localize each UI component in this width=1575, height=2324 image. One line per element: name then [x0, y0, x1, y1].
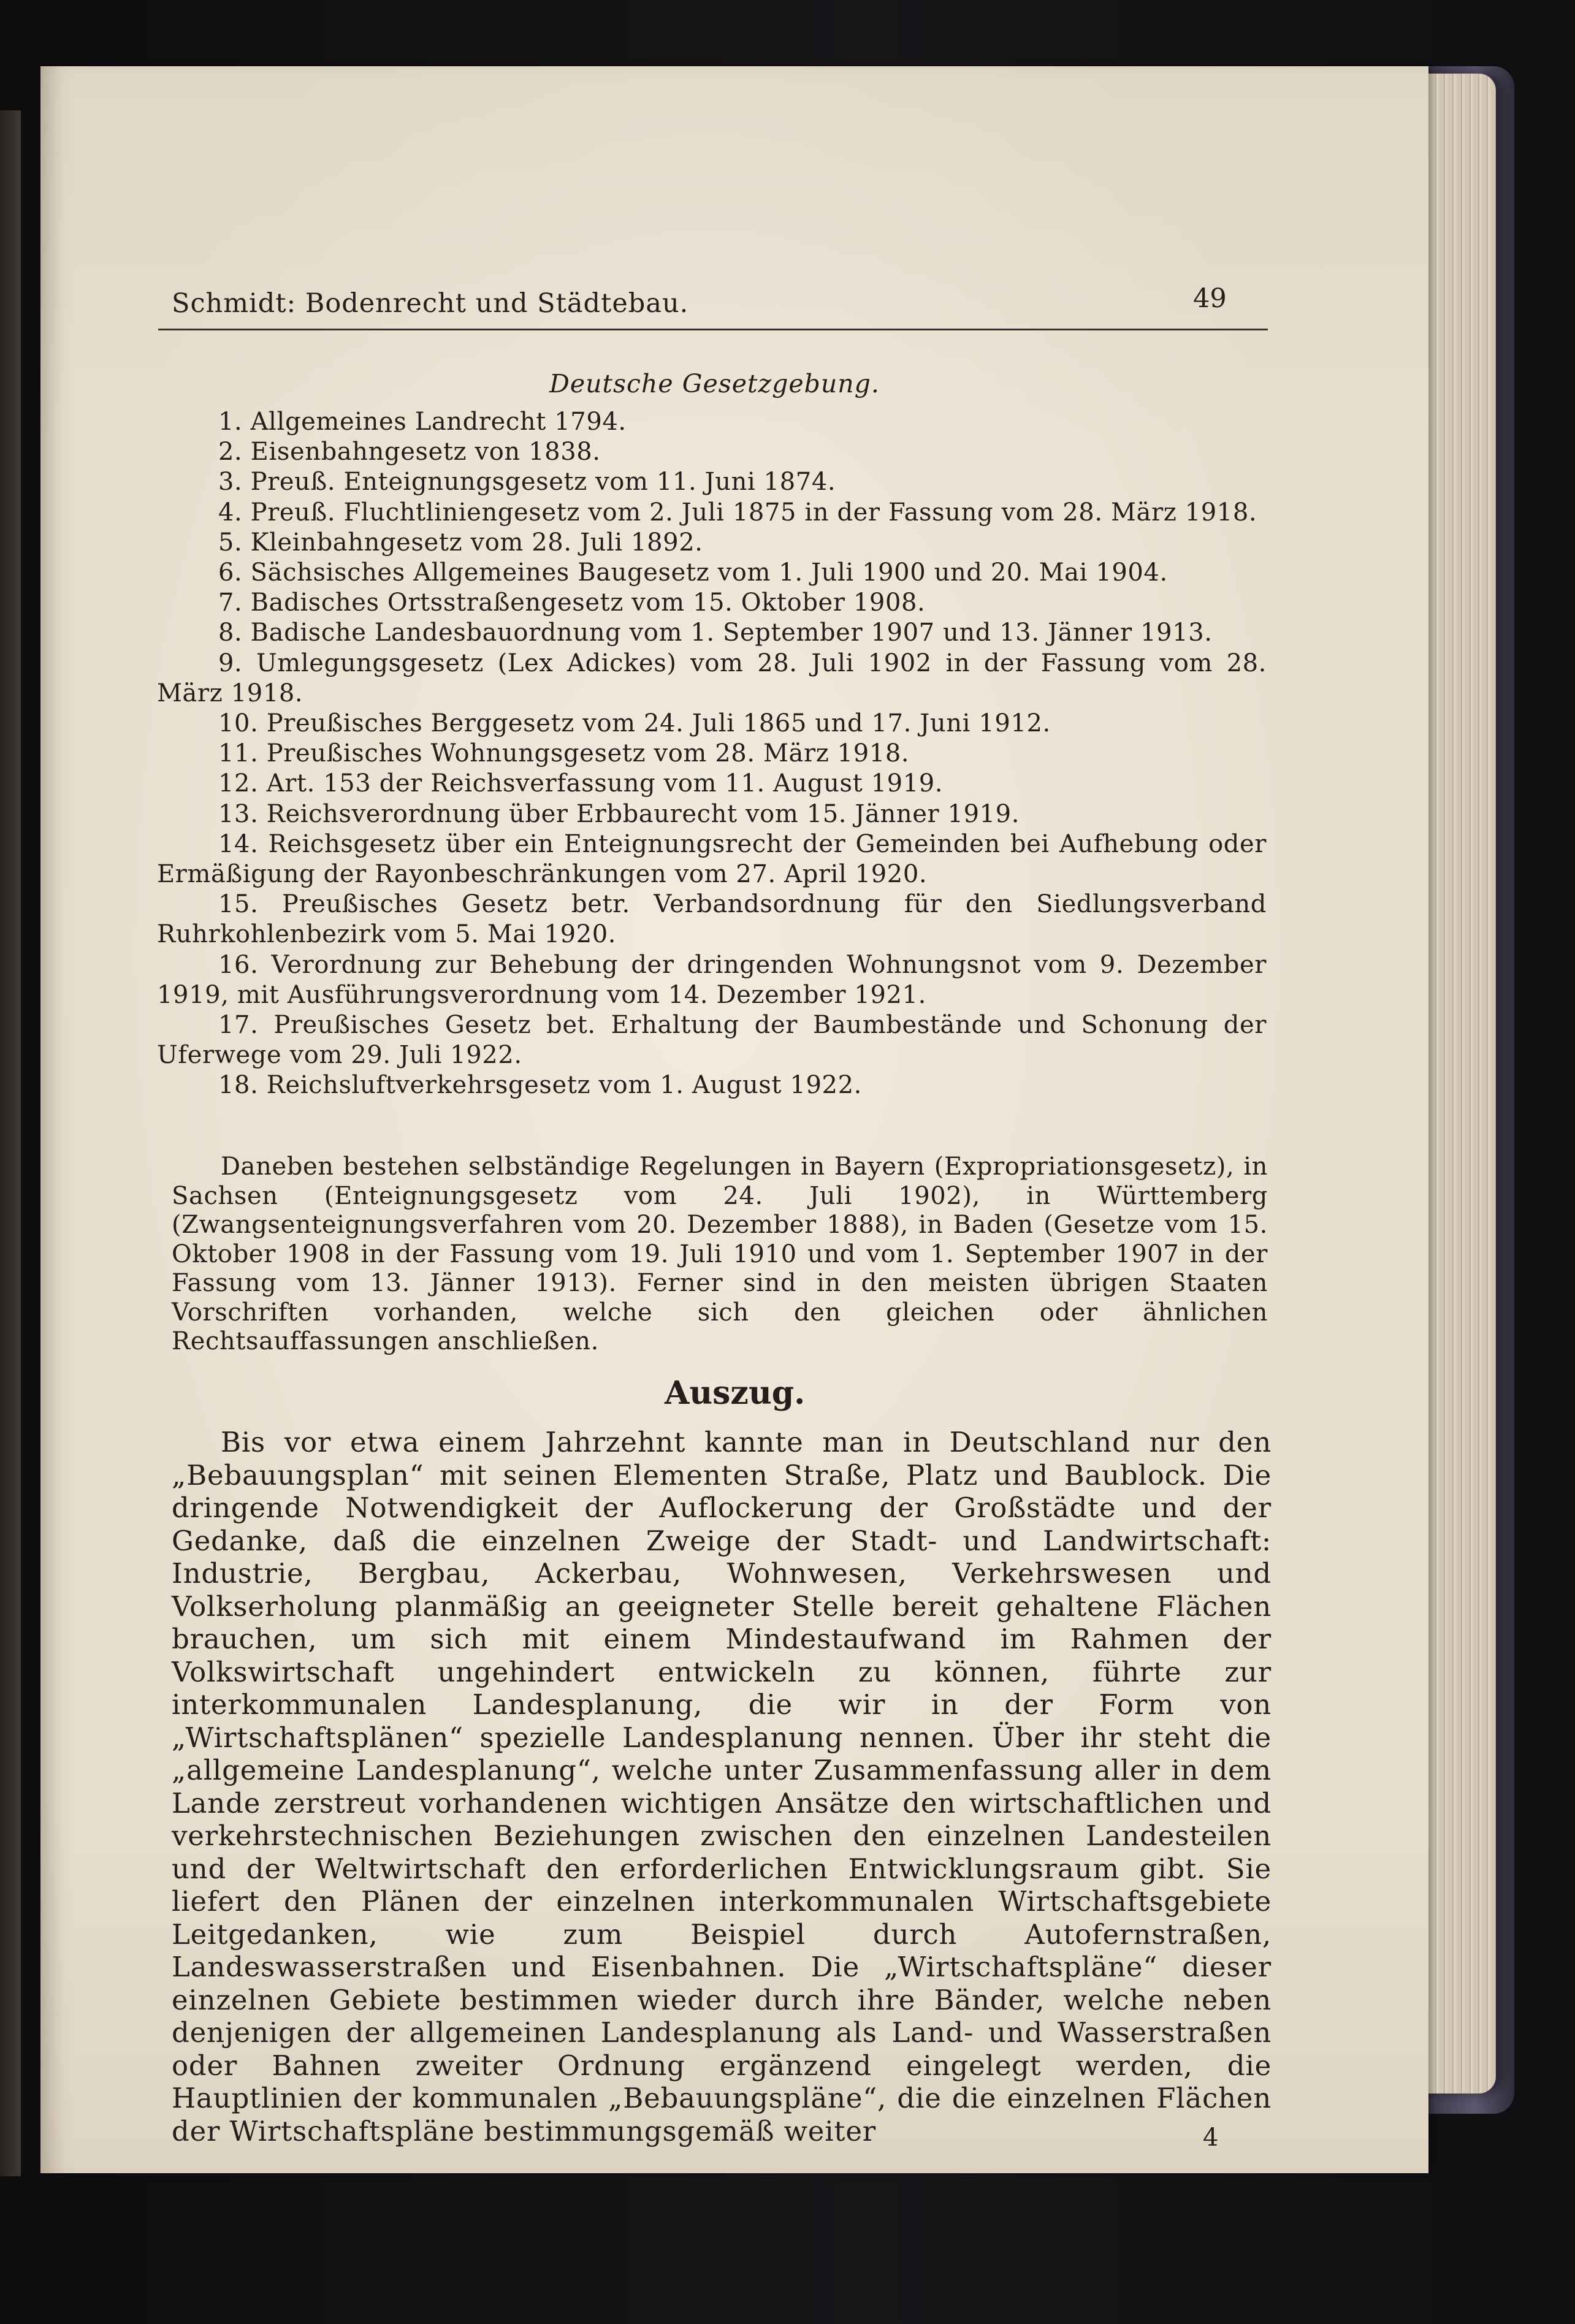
- legislation-item: 12. Art. 153 der Reichsverfassung vom 11. August 1919.: [218, 769, 944, 798]
- legislation-item: 11. Preußisches Wohnungsgesetz vom 28. März 1918.: [218, 739, 910, 768]
- legislation-item: 5. Kleinbahngesetz vom 28. Juli 1892.: [218, 528, 703, 557]
- signature-mark: 4: [1203, 2124, 1219, 2152]
- legislation-item: 2. Eisenbahngesetz von 1838.: [218, 438, 601, 467]
- legislation-item: 6. Sächsisches Allgemeines Baugesetz vom 1. Juli 1900 und 20. Mai 1904.: [218, 558, 1168, 587]
- legislation-item: 17. Preußisches Gesetz bet. Erhaltung der Baumbestände und Schonung der Uferwege vom 29. Juli 1922.: [157, 1011, 1267, 1070]
- page-number: 49: [1193, 283, 1227, 314]
- legislation-item: 16. Verordnung zur Behebung der dringenden Wohnungsnot vom 9. Dezember 1919, mit Ausführungsverordnung vom 14. Dezember 1921.: [157, 950, 1267, 1009]
- legislation-item: 3. Preuß. Enteignungsgesetz vom 11. Juni 1874.: [218, 468, 836, 497]
- legislation-item: 8. Badische Landesbauordnung vom 1. September 1907 und 13. Jänner 1913.: [218, 619, 1213, 647]
- legislation-item: 14. Reichsgesetz über ein Enteignungsrecht der Gemeinden bei Aufhebung oder Ermäßigung der Rayonbeschränkungen vom 27. April 1920.: [157, 829, 1267, 889]
- left-page-edge: [0, 110, 21, 2176]
- legislation-item: 9. Umlegungsgesetz (Lex Adickes) vom 28. Juli 1902 in der Fassung vom 28. März 1918.: [157, 649, 1267, 707]
- book-page: [40, 66, 1428, 2173]
- legislation-list: [157, 407, 1267, 1101]
- legislation-item: 15. Preußisches Gesetz betr. Verbandsordnung für den Siedlungsverband Ruhrkohlenbezirk vom 5. Mai 1920.: [157, 890, 1267, 949]
- legislation-item: 7. Badisches Ortsstraßengesetz vom 15. Oktober 1908.: [218, 589, 926, 617]
- summary-paragraph: Bis vor etwa einem Jahrzehnt kannte man in Deutschland nur den „Bebauungsplan“ mit seinen Elementen Straße, Platz und Baublock. Die dringende Notwendigkeit der Auflockerung der Großstädte und der Gedanke, daß die einzelnen Zweige der Stadt- und Landwirtschaft: Industrie, Bergbau, Ackerbau, Wohnwesen, Verkehrswesen und Volkserholung planmäßig an geeigneter Stelle bereit gehaltene Flächen brauchen, um sich mit einem Mindestaufwand im Rahmen der Volkswirtschaft ungehindert entwickeln zu können, führte zur interkommunalen Landesplanung, die wir in der Form von „Wirtschaftsplänen“ spezielle Landesplanung nennen. Über ihr steht die „allgemeine Landesplanung“, welche unter Zusammenfassung aller in dem Lande zerstreut vorhandenen wichtigen Ansätze den wirtschaftlichen und verkehrstechnischen Beziehungen zwischen den einzelnen Landesteilen und der Weltwirtschaft den erforderlichen Entwicklungsraum gibt. Sie liefert den Plänen der einzelnen interkommunalen Wirtschaftsgebiete Leitgedanken, wie zum Beispiel durch Autofernstraßen, Landeswasserstraßen und Eisenbahnen. Die „Wirtschaftspläne“ dieser einzelnen Gebiete bestimmen wieder durch ihre Bänder, welche neben denjenigen der allgemeinen Landesplanung als Land- und Wasserstraßen oder Bahnen zweiter Ordnung ergänzend eingelegt werden, die Hauptlinien der kommunalen „Bebauungspläne“, die die einzelnen Flächen der Wirtschaftspläne bestimmungsgemäß weiter: [172, 1426, 1272, 2147]
- header-rule: [158, 329, 1268, 330]
- legislation-item: 13. Reichsverordnung über Erbbaurecht vom 15. Jänner 1919.: [218, 799, 1020, 828]
- legislation-item: 4. Preuß. Fluchtliniengesetz vom 2. Juli 1875 in der Fassung vom 28. März 1918.: [218, 498, 1257, 527]
- legislation-item: 10. Preußisches Berggesetz vom 24. Juli 1865 und 17. Juni 1912.: [218, 709, 1051, 738]
- legislation-item: 18. Reichsluftverkehrsgesetz vom 1. August 1922.: [218, 1071, 862, 1100]
- legislation-item: 1. Allgemeines Landrecht 1794.: [218, 408, 627, 436]
- section-heading-summary: Auszug.: [665, 1374, 806, 1412]
- supplementary-paragraph: Daneben bestehen selbständige Regelungen in Bayern (Expropriationsgesetz), in Sachsen (Enteignungsgesetz vom 24. Juli 1902), in Württemberg (Zwangsenteignungsverfahren vom 20. Dezember 1888), in Baden (Gesetze vom 15. Oktober 1908 in der Fassung vom 19. Juli 1910 und vom 1. September 1907 in der Fassung vom 13. Jänner 1913). Ferner sind in den meisten übrigen Staaten Vorschriften vorhanden, welche sich den gleichen oder ähnlichen Rechtsauffassungen anschließen.: [172, 1152, 1268, 1355]
- running-title: Schmidt: Bodenrecht und Städtebau.: [172, 288, 689, 319]
- section-heading-legislation: Deutsche Gesetzgebung.: [549, 369, 880, 398]
